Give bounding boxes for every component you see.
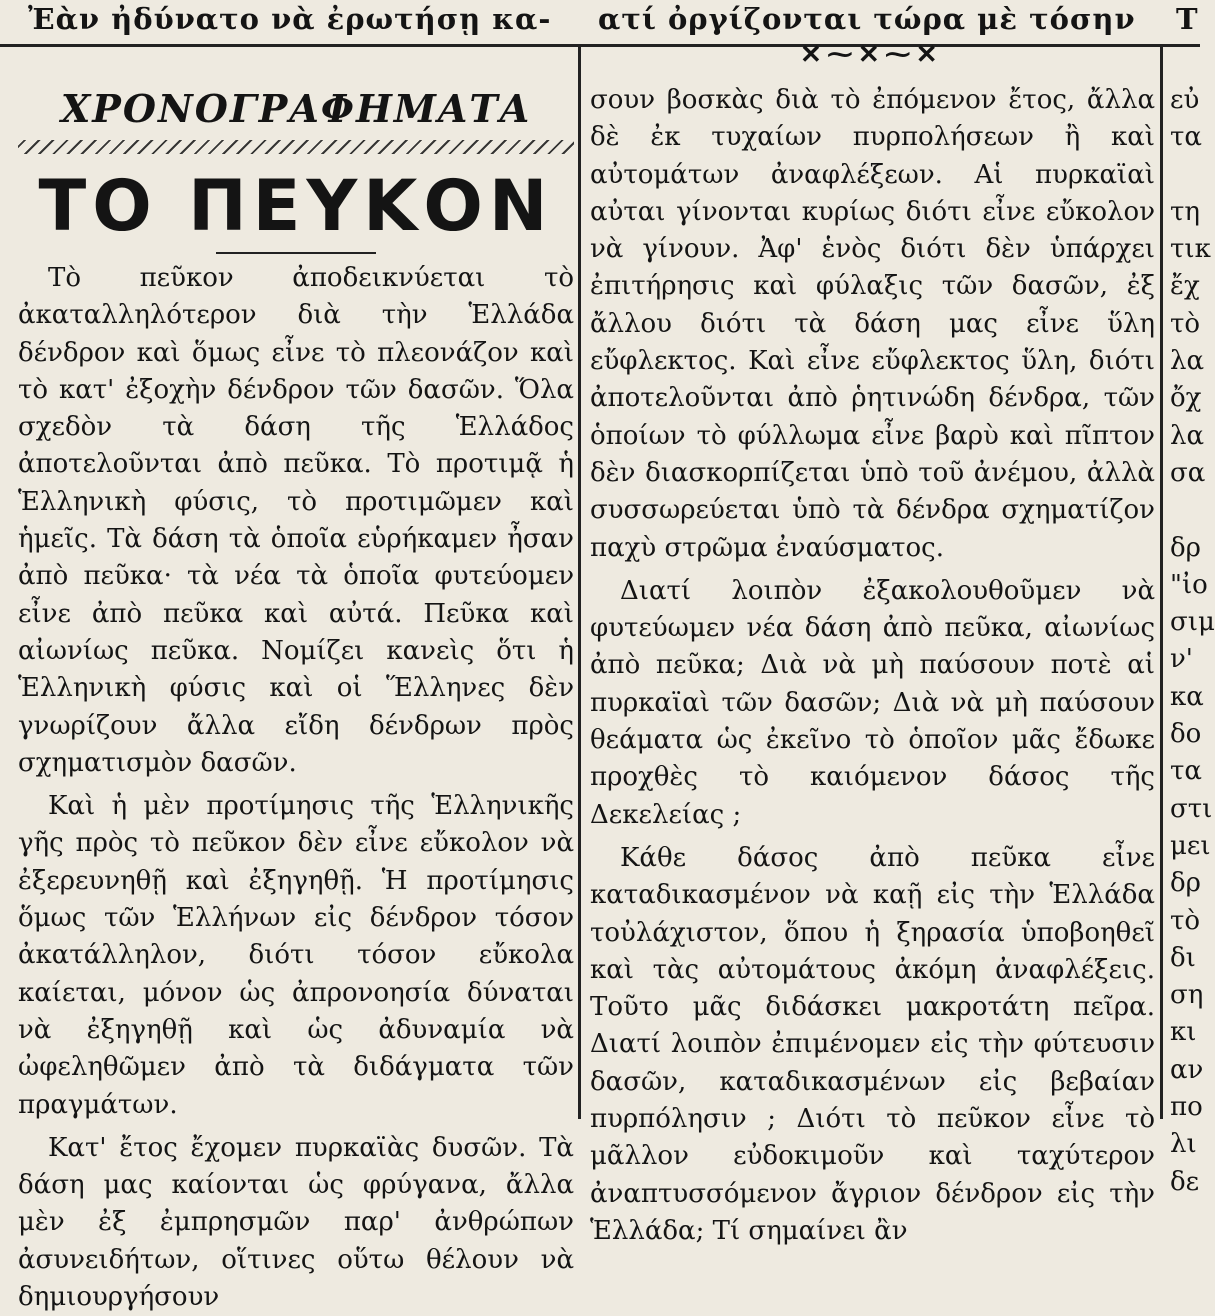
cropped-line-fragment: δρ	[1170, 532, 1201, 563]
cropped-line-fragment: τὸ	[1170, 905, 1201, 936]
cropped-line-fragment	[1170, 157, 1200, 194]
strip-text-right: Τ	[1176, 2, 1199, 36]
cropped-line-fragment: "ἰο	[1170, 569, 1208, 600]
cropped-line-fragment: πο	[1170, 1092, 1203, 1123]
strip-text-middle: ατί ὀργίζονται τώρα μὲ τόσην	[598, 2, 1136, 36]
cropped-line-fragment: τα	[1170, 122, 1202, 153]
article-title: ΤΟ ΠΕΥΚΟΝ	[38, 165, 554, 247]
section-kicker: ΧΡΟΝΟΓΡΑΦΗΜΑΤΑ	[60, 86, 532, 131]
previous-article-strip	[0, 0, 1200, 50]
cropped-line-fragment: κι	[1170, 1017, 1197, 1048]
paragraph: σουν βοσκὰς διὰ τὸ ἐπόμενον ἔτος, ἄλλα δὲ ἐκ τυχαίων πυρπολήσεων ἢ καὶ αὐτομάτων ἀναφλέξεων. Αἱ πυρκαϊαὶ αὐται γίνονται κυρίως διότι εἶνε εὔκολον νὰ γίνουν. Ἀφ' ἑνὸς διότι δὲν ὑπάρχει ἐπιτήρησις καὶ φύλαξις τῶν δασῶν, ἐξ ἄλλου διότι τὰ δάση μας εἶνε ὕλη εὔφλεκτος. Καὶ εἶνε εὔφλεκτος ὕλη, διότι ἀποτελοῦνται ἀπὸ ῥητινώδη δένδρα, τῶν ὁποίων τὸ φύλλωμα εἶνε βαρὺ καὶ πῖπτον δὲν διασκορπίζεται ὑπὸ τοῦ ἀνέμου, ἀλλὰ συσσωρεύεται ὑπὸ τὰ δένδρα σχηματίζον παχὺ στρῶμα ἐναύσματος.	[590, 85, 1155, 563]
cropped-line-fragment: ὄχ	[1170, 383, 1202, 414]
cropped-line-fragment: τικ	[1170, 234, 1211, 265]
title-underline	[216, 252, 376, 254]
cropped-line-fragment: δο	[1170, 719, 1202, 750]
ornament-divider: ✕ ⁓ ✕ ⁓ ✕	[800, 40, 936, 70]
article-column-2	[590, 82, 1155, 1246]
cropped-line-fragment: τα	[1170, 756, 1202, 787]
paragraph: Καὶ ἡ μὲν προτίμησις τῆς Ἑλληνικῆς γῆς πρὸς τὸ πεῦκον δὲν εἶνε εὔκολον νὰ ἐξερευνηθῇ καὶ ἐξηγηθῇ. Ἡ προτίμησις ὅμως τῶν Ἑλλήνων εἰς δένδρον τόσον ἀκατάλληλον, διότι τόσον εὔκολα καίεται, μόνον ὡς ἀπρονοησία δύναται νὰ ἐξηγηθῇ καὶ ὡς ἀδυναμία νὰ ὠφεληθῶμεν ἀπὸ τὰ διδάγματα τῶν πραγμάτων.	[18, 791, 574, 1120]
top-rule	[0, 44, 1200, 47]
cropped-line-fragment: τη	[1170, 196, 1200, 227]
paragraph: Διατί λοιπὸν ἐξακολουθοῦμεν νὰ φυτεύωμεν νέα δάση ἀπὸ πεῦκα, αἰωνίως ἀπὸ πεῦκα; Διὰ νὰ μὴ παύσουν ποτὲ αἱ πυρκαϊαὶ τῶν δασῶν; Διὰ νὰ μὴ παύσουν θεάματα ὡς ἐκεῖνο τὸ ὁποῖον μᾶς ἔδωκε προχθὲς τὸ καιόμενον δάσος τῆς Δεκελείας ;	[590, 575, 1155, 830]
cropped-line-fragment: κα	[1170, 681, 1204, 712]
cropped-line-fragment: λα	[1170, 346, 1205, 377]
article-column-1	[18, 60, 574, 1313]
cropped-line-fragment: δι	[1170, 942, 1196, 973]
cropped-line-fragment: τὸ	[1170, 308, 1201, 339]
paragraph: Τὸ πεῦκον ἀποδεικνύεται τὸ ἀκαταλληλότερον διὰ τὴν Ἑλλάδα δένδρον καὶ ὅμως εἶνε τὸ πλεονάζον καὶ τὸ κατ' ἐξοχὴν δένδρον τῶν δασῶν. Ὅλα σχεδὸν τὰ δάση τῆς Ἑλλάδος ἀποτελοῦνται ἀπὸ πεῦκα. Τὸ προτιμᾷ ἡ Ἑλληνικὴ φύσις, τὸ προτιμῶμεν καὶ ἡμεῖς. Τὰ δάση τὰ ὁποῖα εὑρήκαμεν ἦσαν ἀπὸ πεῦκα· τὰ νέα τὰ ὁποῖα φυτεύομεν εἶνε ἀπὸ πεῦκα καὶ αὐτά. Πεῦκα καὶ αἰωνίως πεῦκα. Νομίζει κανεὶς ὅτι ἡ Ἑλληνικὴ φύσις καὶ οἱ Ἕλληνες δὲν γνωρίζουν ἄλλα εἴδη δένδρων πρὸς σχηματισμὸν δασῶν.	[18, 263, 574, 778]
strip-text-left: Ἐὰν ἠδύνατο νὰ ἐρωτήσῃ κα-	[28, 2, 552, 36]
wavy-rule	[18, 140, 574, 154]
cropped-line-fragment: μει	[1170, 830, 1211, 861]
cropped-line-fragment: εὐ	[1170, 85, 1200, 115]
paragraph: Κάθε δάσος ἀπὸ πεῦκα εἶνε καταδικασμένον νὰ καῇ εἰς τὴν Ἑλλάδα τοὐλάχιστον, ὅπου ἡ ξηρασία ὑποβοηθεῖ καὶ τὰς αὐτομάτους ἀκόμη ἀναφλέξεις. Τοῦτο μᾶς διδάσκει μακροτάτη πεῖρα. Διατί λοιπὸν ἐπιμένομεν εἰς τὴν φύτευσιν δασῶν, καταδικασμένων εἰς βεβαίαν πυρπόλησιν ; Διότι τὸ πεῦκον εἶνε τὸ μᾶλλον εὐδοκιμοῦν καὶ ταχύτερον ἀναπτυσσόμενον ἄγριον δένδρον εἰς τὴν Ἑλλάδα; Τί σημαίνει ἂν	[590, 842, 1155, 1246]
column-divider-1	[578, 44, 581, 1119]
cropped-line-fragment: ν'	[1170, 644, 1193, 675]
cropped-line-fragment: αν	[1170, 1054, 1204, 1085]
cropped-line-fragment: ἔχ	[1170, 271, 1200, 302]
paragraph: Κατ' ἔτος ἔχομεν πυρκαϊὰς δυσῶν. Τὰ δάση μας καίονται ὡς φρύγανα, ἄλλα μὲν ἐξ ἐμπρησμῶν παρ' ἀνθρώπων ἀσυνειδήτων, οἵτινες οὕτω θέλουν νὰ δημιουργήσουν	[18, 1132, 574, 1313]
cropped-line-fragment: σιμ	[1170, 607, 1215, 638]
cropped-line-fragment: σα	[1170, 457, 1206, 488]
cropped-line-fragment: λι	[1170, 1129, 1197, 1160]
cropped-line-fragment: δρ	[1170, 868, 1201, 899]
article-column-3-cropped	[1170, 82, 1215, 1197]
cropped-line-fragment: στι	[1170, 793, 1213, 824]
cropped-line-fragment: λα	[1170, 420, 1205, 451]
cropped-line-fragment: ση	[1170, 980, 1204, 1011]
cropped-line-fragment: δε	[1170, 1166, 1200, 1197]
column-divider-2	[1160, 44, 1163, 1119]
cropped-line-fragment	[1170, 492, 1200, 529]
